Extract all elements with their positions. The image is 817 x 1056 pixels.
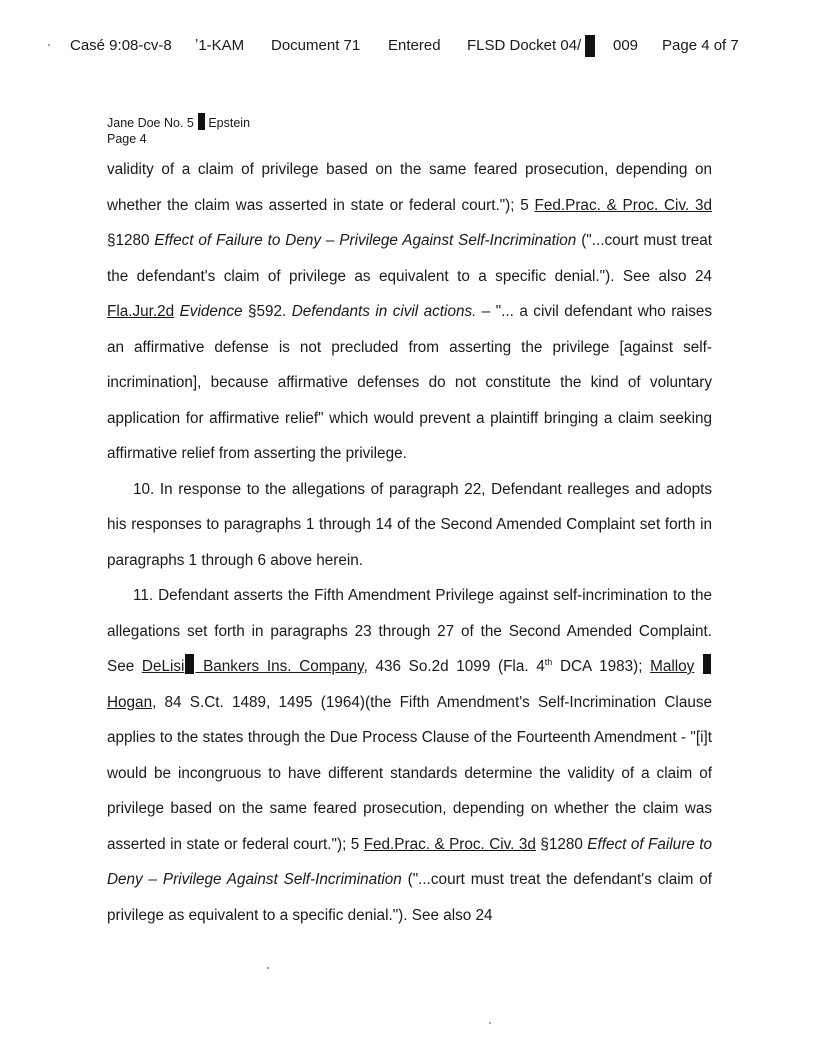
document-body <box>107 152 712 933</box>
caption-party-b: Epstein <box>208 116 251 130</box>
page-count: Page 4 of 7 <box>662 37 739 54</box>
scan-speck <box>489 1022 491 1024</box>
paragraph-10: 10. In response to the allegations of paragraph 22, Defendant realleges and adopts his responses to paragraphs 1 through 14 of the Second Amended Complaint set forth in paragraphs 1 through 6 above herein. <box>107 480 712 569</box>
scan-speck <box>267 967 269 969</box>
text-run: §1280 <box>107 232 155 249</box>
text-run: , 436 So.2d 1099 (Fla. 4 <box>363 658 545 675</box>
case-citation: Bankers Ins. Company <box>195 658 364 675</box>
text-run: 11. Defendant asserts the Fifth Amendment Privilege against self-incrimination to the allegations set forth in paragraphs 23 through 27 of the Second Amended Complaint. See <box>107 587 712 675</box>
citation: Fed.Prac. & Proc. Civ. 3d <box>363 835 536 853</box>
text-run: DCA 1983); <box>552 658 651 675</box>
case-number-prefix: Casé 9:08-cv-8 <box>70 37 172 54</box>
case-caption <box>107 113 250 147</box>
text-run: §1280 <box>535 835 588 853</box>
scan-speck <box>48 44 50 46</box>
case-number-suffix: ʼ1-KAM <box>195 37 245 54</box>
caption-parties <box>107 113 250 131</box>
text-run: – "... a civil defendant who raises an affirmative defense is not precluded from asserting the privilege [against self-incrimination], because affirmative defenses do not constitute the kind of voluntary application for affirmative relief" which would prevent a plaintiff bringing a claim seeking affirmative relief from asserting the privilege. <box>107 303 713 462</box>
text-run: §592. <box>242 303 292 320</box>
docket-year: 009 <box>613 37 639 54</box>
entered-label: Entered <box>388 37 441 54</box>
redaction-mark <box>703 654 711 674</box>
text-run: ("...court must treat the defendant's claim of privilege as equivalent to a specific denial."). See also 24 <box>107 232 712 285</box>
case-citation: DeLisi <box>141 658 185 675</box>
case-citation: Malloy <box>650 658 695 675</box>
citation: Fed.Prac. & Proc. Civ. 3d <box>534 196 712 214</box>
caption-party-a: Jane Doe No. 5 <box>107 116 194 130</box>
redaction-mark <box>185 654 194 674</box>
paragraph-11 <box>107 578 712 933</box>
text-run: ("...court must treat the defendant's claim of privilege as equivalent to a specific denial."). See also 24 <box>107 871 712 924</box>
citation-title: Effect of Failure to Deny – Privilege Against Self-Incrimination <box>107 835 712 888</box>
paragraph-continuation <box>107 152 712 472</box>
redaction-mark <box>585 35 595 58</box>
superscript: th <box>544 657 553 667</box>
citation-title: Defendants in civil actions. <box>291 303 477 320</box>
case-citation: Hogan <box>107 693 153 711</box>
citation-title: Effect of Failure to Deny – Privilege Against Self-Incrimination <box>154 232 577 249</box>
text-run: validity of a claim of privilege based on the same feared prosecution, depending on whether the claim was asserted in state or federal court."); 5 <box>107 161 712 214</box>
flsd-docket-label: FLSD Docket 04/ <box>467 37 582 54</box>
text-run: , 84 S.Ct. 1489, 1495 (1964)(the Fifth Amendment's Self-Incrimination Clause applies to the states through the Due Process Clause of the Fourteenth Amendment - "[i]t would be incongruous to have different standards determine the validity of a claim of privilege based on the same feared prosecution, depending on whether the claim was asserted in state or federal court."); 5 <box>107 693 712 853</box>
redaction-mark <box>198 113 205 130</box>
citation-title: Evidence <box>179 303 243 320</box>
citation: Fla.Jur.2d <box>107 303 175 320</box>
document-number: Document 71 <box>271 37 361 54</box>
case-number <box>70 37 172 54</box>
caption-page-label: Page 4 <box>107 132 147 146</box>
docket-header <box>0 37 817 57</box>
